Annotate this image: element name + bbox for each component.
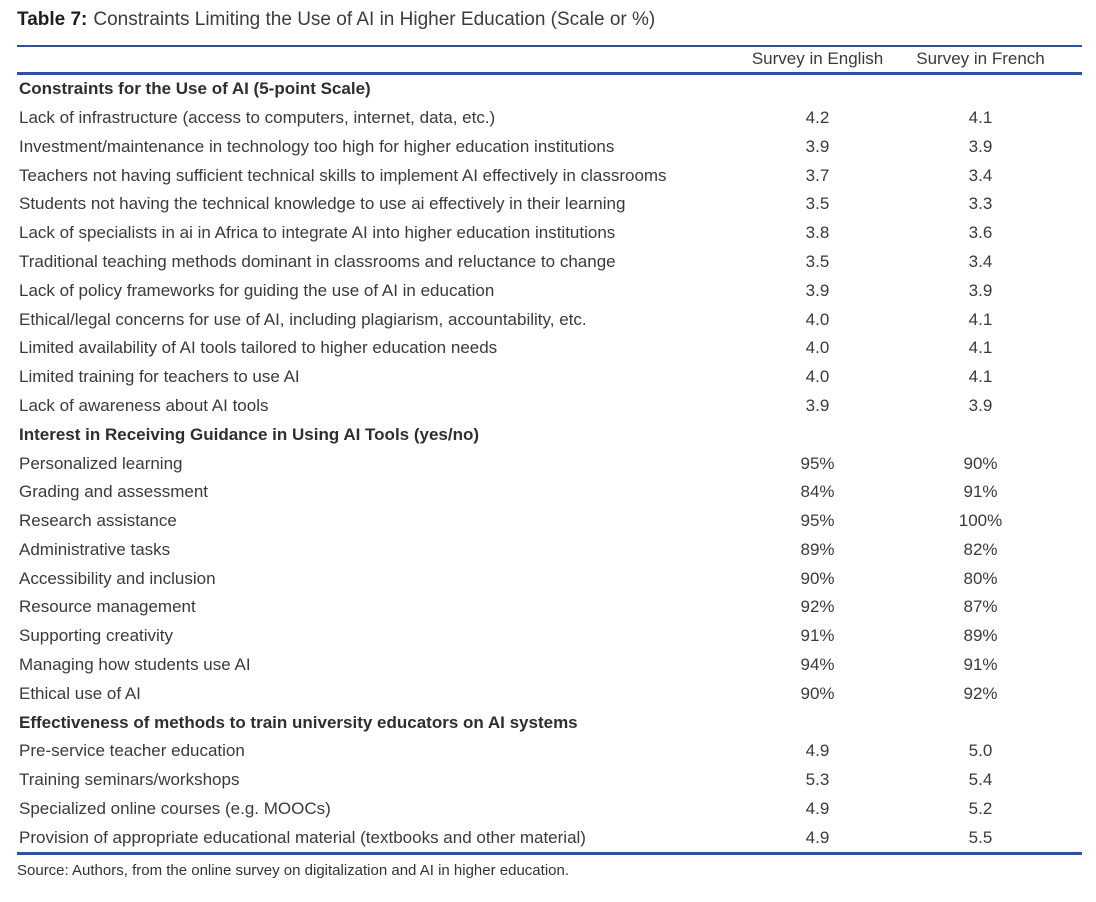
row-label: Effectiveness of methods to train university educators on AI systems [19, 712, 578, 732]
table-row [17, 219, 1062, 248]
table-title [17, 6, 1082, 45]
cell-survey-french: 92% [963, 683, 998, 703]
section-header-row [17, 708, 1062, 737]
row-label: Students not having the technical knowledge to use ai effectively in their learning [19, 194, 626, 214]
cell-survey-french: 91% [963, 482, 998, 502]
cell-survey-english: 84% [800, 482, 835, 502]
row-label: Specialized online courses (e.g. MOOCs) [19, 799, 331, 819]
section-header-row [17, 75, 1062, 104]
cell-survey-english: 3.8 [805, 223, 830, 243]
cell-survey-english: 90% [800, 568, 835, 588]
row-label: Ethical/legal concerns for use of AI, including plagiarism, accountability, etc. [19, 309, 587, 329]
row-label: Lack of policy frameworks for guiding the use of AI in education [19, 280, 495, 300]
cell-survey-french: 3.4 [968, 165, 993, 185]
cell-survey-french: 80% [963, 568, 998, 588]
table-row [17, 132, 1062, 161]
cell-survey-english: 3.5 [805, 251, 830, 271]
cell-survey-french: 4.1 [968, 309, 993, 329]
cell-survey-french: 5.5 [968, 827, 993, 847]
table-row [17, 363, 1062, 392]
cell-survey-english: 3.7 [805, 165, 830, 185]
table-row [17, 161, 1062, 190]
data-table [17, 45, 1082, 856]
cell-survey-english: 95% [800, 453, 835, 473]
table-body [17, 75, 1082, 856]
table-row [17, 507, 1062, 536]
table-row [17, 564, 1062, 593]
cell-survey-french: 5.0 [968, 741, 993, 761]
table-row [17, 737, 1062, 766]
cell-survey-french: 91% [963, 655, 998, 675]
table-row [17, 190, 1062, 219]
cell-survey-english: 94% [800, 655, 835, 675]
row-label: Research assistance [19, 511, 177, 531]
table-row [17, 593, 1062, 622]
cell-survey-english: 89% [800, 539, 835, 559]
table-row [17, 536, 1062, 565]
table-row [17, 305, 1062, 334]
cell-survey-french: 3.9 [968, 280, 993, 300]
cell-survey-english: 4.2 [805, 107, 830, 127]
cell-survey-english: 95% [800, 511, 835, 531]
source-note: Source: Authors, from the online survey on digitalization and AI in higher education. [17, 862, 570, 880]
table-row [17, 651, 1062, 680]
cell-survey-english: 4.9 [805, 741, 830, 761]
row-label: Accessibility and inclusion [19, 568, 216, 588]
cell-survey-french: 3.3 [968, 194, 993, 214]
cell-survey-english: 3.9 [805, 395, 830, 415]
table-row [17, 795, 1062, 824]
table-row [17, 449, 1062, 478]
row-label: Personalized learning [19, 453, 183, 473]
row-label: Provision of appropriate educational material (textbooks and other material) [19, 827, 586, 847]
cell-survey-english: 3.5 [805, 194, 830, 214]
cell-survey-french: 87% [963, 597, 998, 617]
table-row [17, 104, 1062, 133]
row-label: Ethical use of AI [19, 683, 141, 703]
cell-survey-french: 3.4 [968, 251, 993, 271]
cell-survey-english: 92% [800, 597, 835, 617]
table-row [17, 622, 1062, 651]
cell-survey-english: 4.9 [805, 827, 830, 847]
row-label: Teachers not having sufficient technical skills to implement AI effectively in classrooms [19, 165, 667, 185]
cell-survey-english: 3.9 [805, 280, 830, 300]
section-header-row [17, 420, 1062, 449]
cell-survey-french: 90% [963, 453, 998, 473]
cell-survey-french: 89% [963, 626, 998, 646]
table-row [17, 248, 1062, 277]
row-label: Grading and assessment [19, 482, 208, 502]
row-label: Resource management [19, 597, 196, 617]
row-label: Lack of infrastructure (access to computers, internet, data, etc.) [19, 107, 496, 127]
row-label: Supporting creativity [19, 626, 174, 646]
cell-survey-english: 4.9 [805, 799, 830, 819]
table-row [17, 478, 1062, 507]
cell-survey-french: 4.1 [968, 338, 993, 358]
cell-survey-english: 4.0 [805, 338, 830, 358]
cell-survey-french: 4.1 [968, 367, 993, 387]
cell-survey-english: 3.9 [805, 136, 830, 156]
table-row [17, 679, 1062, 708]
cell-survey-french: 3.9 [968, 395, 993, 415]
row-label: Pre-service teacher education [19, 741, 245, 761]
table-row [17, 766, 1062, 795]
cell-survey-french: 5.4 [968, 770, 993, 790]
row-label: Traditional teaching methods dominant in classrooms and reluctance to change [19, 251, 616, 271]
row-label: Limited training for teachers to use AI [19, 367, 300, 387]
cell-survey-french: 3.9 [968, 136, 993, 156]
row-label: Interest in Receiving Guidance in Using AI Tools (yes/no) [19, 424, 480, 444]
table-row [17, 334, 1062, 363]
row-label: Investment/maintenance in technology too high for higher education institutions [19, 136, 615, 156]
cell-survey-english: 5.3 [805, 770, 830, 790]
row-label: Administrative tasks [19, 539, 171, 559]
cell-survey-french: 100% [958, 511, 1003, 531]
column-header-survey-english: Survey in English [751, 49, 884, 69]
cell-survey-english: 4.0 [805, 367, 830, 387]
table-caption: Constraints Limiting the Use of AI in Higher Education (Scale or %) [93, 9, 656, 30]
cell-survey-french: 5.2 [968, 799, 993, 819]
table-row [17, 276, 1062, 305]
row-label: Managing how students use AI [19, 655, 251, 675]
row-label: Lack of specialists in ai in Africa to integrate AI into higher education institutions [19, 223, 616, 243]
table-header-row [17, 45, 1082, 75]
table-number: Table 7: [17, 9, 88, 30]
cell-survey-french: 82% [963, 539, 998, 559]
cell-survey-english: 90% [800, 683, 835, 703]
row-label: Lack of awareness about AI tools [19, 395, 269, 415]
cell-survey-french: 3.6 [968, 223, 993, 243]
row-label: Training seminars/workshops [19, 770, 240, 790]
table-row [17, 392, 1062, 421]
column-header-survey-french: Survey in French [916, 49, 1045, 69]
row-label: Constraints for the Use of AI (5-point Scale) [19, 79, 371, 99]
row-label: Limited availability of AI tools tailored to higher education needs [19, 338, 498, 358]
cell-survey-french: 4.1 [968, 107, 993, 127]
table-row [17, 823, 1062, 852]
cell-survey-english: 91% [800, 626, 835, 646]
cell-survey-english: 4.0 [805, 309, 830, 329]
